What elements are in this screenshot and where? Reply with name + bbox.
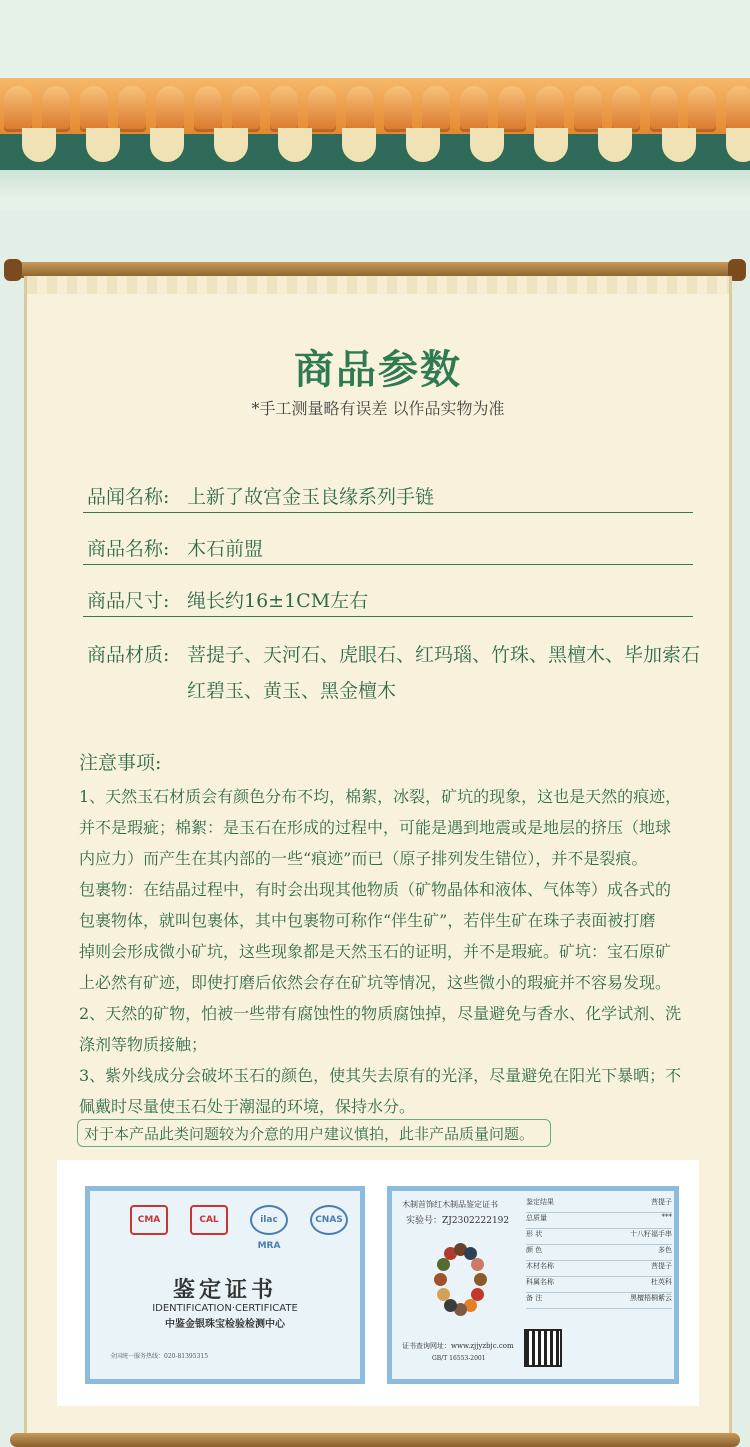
scroll-bottom-rod <box>10 1433 740 1447</box>
bead-icon <box>437 1258 450 1271</box>
param-row-name <box>83 530 693 565</box>
certificate-detail <box>387 1186 679 1384</box>
roof-banner <box>0 0 750 210</box>
note-line: 掉则会形成微小矿坑，这些现象都是天然玉石的证明，并不是瑕疵。矿坑：宝石原矿 <box>79 942 672 961</box>
roof-tile <box>574 86 602 132</box>
roof-drop-ornament <box>150 128 184 162</box>
note-line: 包裹物体，就叫包裹体，其中包裹物可称作“伴生矿”，若伴生矿在珠子表面被打磨 <box>79 911 656 930</box>
cert-org: 中鉴金银珠宝检验检测中心 <box>165 1319 285 1330</box>
roof-tile <box>346 86 374 132</box>
note-line: 包裹物：在结晶过程中，有时会出现其他物质（矿物晶体和液体、气体等）成各式的 <box>79 880 672 899</box>
cert-table-row <box>526 1229 672 1245</box>
cert-url: 证书查询网址：www.zjjyzbjc.com <box>402 1342 514 1350</box>
cert-table-value: 十八籽福手串 <box>630 1230 672 1238</box>
cert-table-row <box>526 1277 672 1293</box>
cert-table-row <box>526 1245 672 1261</box>
certificate-cover <box>85 1186 365 1384</box>
roof-tile <box>80 86 108 132</box>
cert-table-key: 总质量 <box>526 1214 547 1222</box>
page-subtitle: *手工测量略有误差 以作品实物为准 <box>251 399 505 418</box>
paper-border-band <box>27 276 729 294</box>
roof-tile <box>232 86 260 132</box>
roof-drop-ornament <box>726 128 750 162</box>
bracelet-photo <box>432 1239 488 1329</box>
note-line: 2、天然的矿物，怕被一些带有腐蚀性的物质腐蚀掉，尽量避免与香水、化学试剂、洗 <box>79 1004 682 1023</box>
roof-shadow <box>0 170 750 200</box>
param-row-brand <box>83 478 693 513</box>
roof-tile <box>688 86 716 132</box>
cert-table-value: *** <box>661 1213 672 1221</box>
cert-table-key: 木材名称 <box>526 1262 554 1270</box>
roof-drop-ornament <box>406 128 440 162</box>
roof-tile <box>460 86 488 132</box>
cert-number: 实验号：ZJ2302222192 <box>406 1216 510 1226</box>
notes-title: 注意事项: <box>79 752 162 774</box>
bead-icon <box>474 1273 487 1286</box>
param-value: 绳长约16±1CM左右 <box>187 590 369 612</box>
roof-tile <box>270 86 298 132</box>
note-line: 上必然有矿迹，即使打磨后依然会存在矿坑等情况，这些微小的瑕疵并不容易发现。 <box>79 973 672 992</box>
param-value: 菩提子、天河石、虎眼石、红玛瑙、竹珠、黑檀木、毕加索石 <box>187 644 701 666</box>
roof-tile <box>498 86 526 132</box>
roof-tiles-band <box>0 78 750 170</box>
cert-table-value: 杜英科 <box>651 1278 672 1286</box>
param-value: 木石前盟 <box>187 538 264 560</box>
note-line: 3、紫外线成分会破坏玉石的颜色，使其失去原有的光泽，尽量避免在阳光下暴晒；不 <box>79 1066 682 1085</box>
cert-table-value: 黑檀梧桐紫云 <box>630 1294 672 1302</box>
page-title: 商品参数 <box>294 346 462 393</box>
roof-tile <box>308 86 336 132</box>
roof-drop-ornament <box>342 128 376 162</box>
roof-drop-ornament <box>662 128 696 162</box>
note-line: 并不是瑕疵；棉絮：是玉石在形成的过程中，可能是遇到地震或是地层的挤压（地球 <box>79 818 672 837</box>
roof-tile <box>650 86 678 132</box>
param-row-size <box>83 582 693 617</box>
cert-hotline: 全国统一服务热线：020-81395315 <box>110 1353 209 1360</box>
roof-drop-ornament <box>214 128 248 162</box>
cert-table-row <box>526 1213 672 1229</box>
scroll-paper <box>24 276 732 1436</box>
certificates-area <box>57 1160 699 1406</box>
roof-tile <box>612 86 640 132</box>
cma-logo-icon: CMA <box>130 1205 168 1235</box>
note-line: 1、天然玉石材质会有颜色分布不均，棉絮，冰裂，矿坑的现象，这也是天然的痕迹， <box>79 787 682 806</box>
quality-warning-box: 对于本产品此类问题较为介意的用户建议慎拍，此非产品质量问题。 <box>77 1119 551 1147</box>
roof-drop-ornament <box>22 128 56 162</box>
roof-tile <box>384 86 412 132</box>
cert-table-value: 多色 <box>658 1246 672 1254</box>
cal-logo-icon: CAL <box>190 1205 228 1235</box>
cert-table-row <box>526 1261 672 1277</box>
cert-table-value: 菩提子 <box>651 1198 672 1206</box>
bead-icon <box>471 1258 484 1271</box>
cert-table-key: 鉴定结果 <box>526 1198 554 1206</box>
roof-drop-ornament <box>278 128 312 162</box>
note-line: 涤剂等物质接触； <box>79 1035 208 1054</box>
cert-table-key: 科属名称 <box>526 1278 554 1286</box>
cert-table-key: 备 注 <box>526 1294 543 1302</box>
cnas-logo-icon: CNAS <box>310 1205 348 1235</box>
cert-logos <box>130 1205 348 1251</box>
ilac-logo-icon: ilac MRA <box>250 1205 288 1235</box>
qr-code-icon <box>524 1329 562 1367</box>
roof-drop-ornament <box>598 128 632 162</box>
cert-table-row <box>526 1293 672 1309</box>
cert-table-row <box>526 1197 672 1213</box>
roof-tile <box>4 86 32 132</box>
roof-drop-ornament <box>86 128 120 162</box>
roof-beam <box>0 134 750 170</box>
roof-tile <box>194 86 222 132</box>
bead-icon <box>444 1299 457 1312</box>
roof-tile <box>536 86 564 132</box>
roof-tile <box>118 86 146 132</box>
roof-drop-ornament <box>534 128 568 162</box>
param-row-material <box>83 636 701 670</box>
roof-tile <box>42 86 70 132</box>
param-label: 商品名称: <box>87 538 170 560</box>
cert-standard: GB/T 16553-2001 <box>432 1355 486 1362</box>
cert-detail-heading: 木制首饰红木制品鉴定证书 <box>402 1200 498 1209</box>
cert-title-en: IDENTIFICATION·CERTIFICATE <box>152 1303 298 1314</box>
param-label: 品闻名称: <box>87 486 170 508</box>
note-line: 内应力）而产生在其内部的一些“痕迹”而已（原子排列发生错位），并不是裂痕。 <box>79 849 648 868</box>
cert-table-value: 菩提子 <box>651 1262 672 1270</box>
roof-drop-ornament <box>470 128 504 162</box>
cert-title: 鉴定证书 <box>172 1277 277 1303</box>
cert-detail-table <box>526 1197 672 1309</box>
param-value: 上新了故宫金玉良缘系列手链 <box>187 486 435 508</box>
note-line: 佩戴时尽量使玉石处于潮湿的环境，保持水分。 <box>79 1097 416 1116</box>
roof-tile <box>726 86 750 132</box>
cert-table-key: 颜 色 <box>526 1246 543 1254</box>
param-label: 商品材质: <box>87 644 170 666</box>
roof-tile <box>156 86 184 132</box>
scroll-knob-left-icon <box>4 259 22 281</box>
param-material-continued: 红碧玉、黄玉、黑金檀木 <box>187 680 397 702</box>
roof-tile <box>422 86 450 132</box>
cert-table-key: 形 状 <box>526 1230 543 1238</box>
param-label: 商品尺寸: <box>87 590 170 612</box>
bead-icon <box>434 1273 447 1286</box>
bead-icon <box>437 1288 450 1301</box>
